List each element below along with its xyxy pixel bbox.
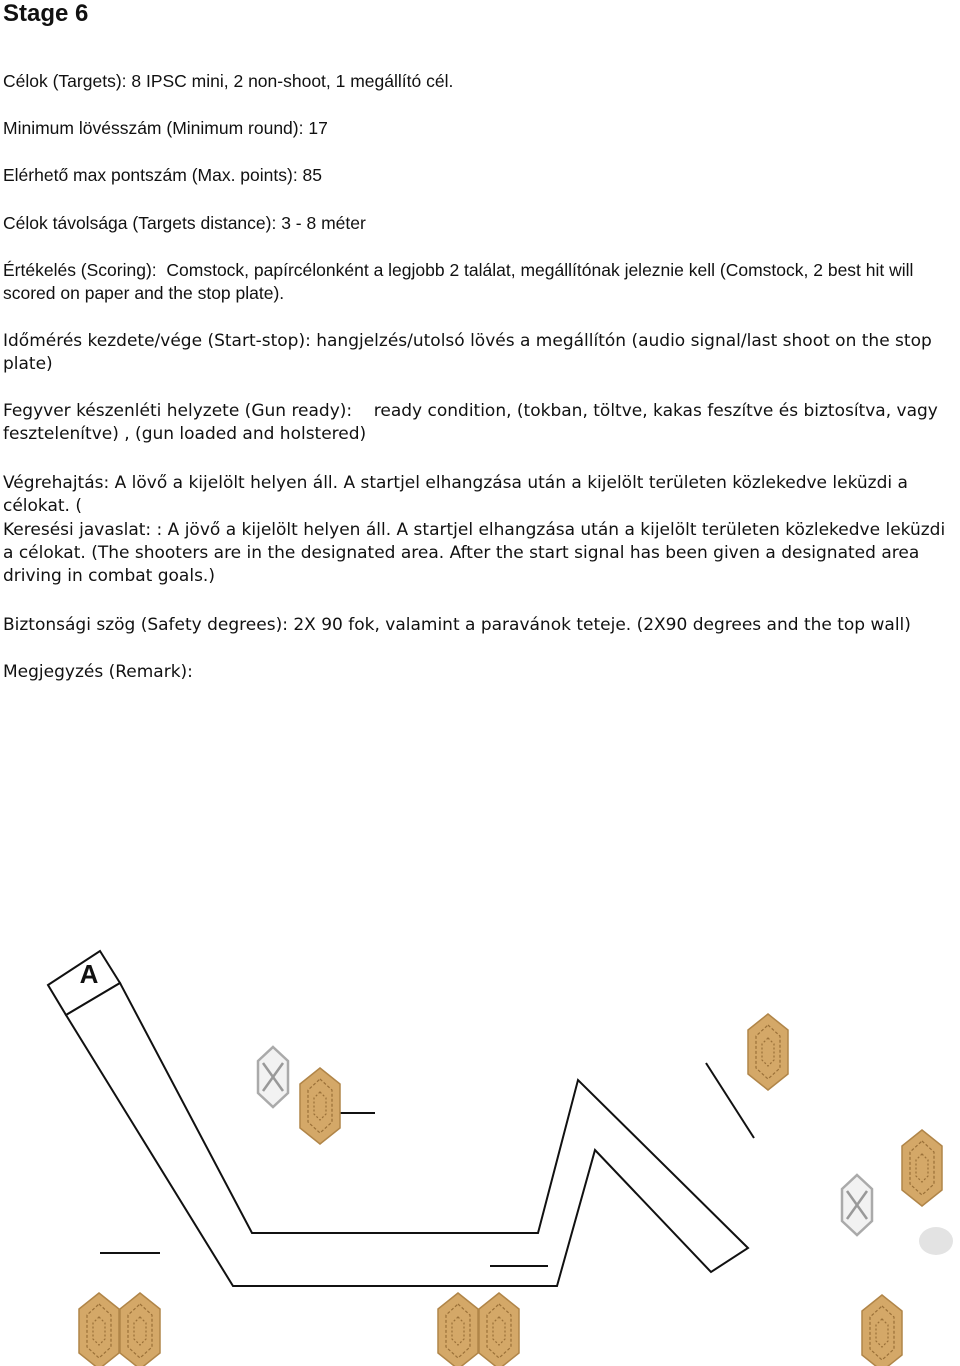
no-shoot-target: [258, 1047, 288, 1107]
ipsc-target: [479, 1293, 519, 1366]
ipsc-target: [438, 1293, 478, 1366]
no-shoot-target: [842, 1175, 872, 1235]
ipsc-target: [79, 1293, 119, 1366]
stop-plate: [919, 1227, 953, 1255]
max-points-line: Elérhető max pontszám (Max. points): 85: [3, 165, 323, 185]
distance-line: Célok távolsága (Targets distance): 3 - 8 méter: [3, 213, 366, 233]
ipsc-target: [300, 1068, 340, 1144]
start-box-label: A: [79, 959, 99, 989]
wall-line-2: [706, 1063, 754, 1138]
ipsc-target: [862, 1295, 902, 1366]
execution-line: Végrehajtás: A lövő a kijelölt helyen áll. A startjel elhangzása után a kijelölt területen közlekedve leküzdi a célokat. (: [3, 473, 914, 516]
search-suggestion-line: Keresési javaslat: : A jövő a kijelölt helyen áll. A startjel elhangzása után a kijelölt területen közlekedve leküzdi a célokat. (The shooters are in the designated area. After the start signal has been given a designated area driving in combat goals.): [3, 520, 951, 586]
stage-diagram: [0, 935, 960, 1366]
scoring-line: Értékelés (Scoring): Comstock, papírcélonként a legjobb 2 találat, megállítónak jeleznie kell (Comstock, 2 best hit will scored on paper and the stop plate).: [3, 260, 919, 303]
remark-line: Megjegyzés (Remark):: [3, 662, 193, 682]
ipsc-target: [120, 1293, 160, 1366]
targets-line: Célok (Targets): 8 IPSC mini, 2 non-shoot, 1 megállító cél.: [3, 71, 454, 91]
safety-line: Biztonsági szög (Safety degrees): 2X 90 fok, valamint a paravánok teteje. (2X90 degrees and the top wall): [3, 615, 911, 635]
page-title: Stage 6: [3, 0, 89, 27]
min-round-line: Minimum lövésszám (Minimum round): 17: [3, 118, 328, 138]
gun-ready-line: Fegyver készenléti helyzete (Gun ready): ready condition, (tokban, töltve, kakas feszítve és biztosítva, vagy fesztelenítve) , (gun loaded and holstered): [3, 401, 944, 444]
ipsc-target: [748, 1014, 788, 1090]
shooting-corridor: [66, 983, 748, 1286]
ipsc-target: [902, 1130, 942, 1206]
start-stop-line: Időmérés kezdete/vége (Start-stop): hangjelzés/utolsó lövés a megállítón (audio signal/last shoot on the stop plate): [3, 331, 938, 374]
